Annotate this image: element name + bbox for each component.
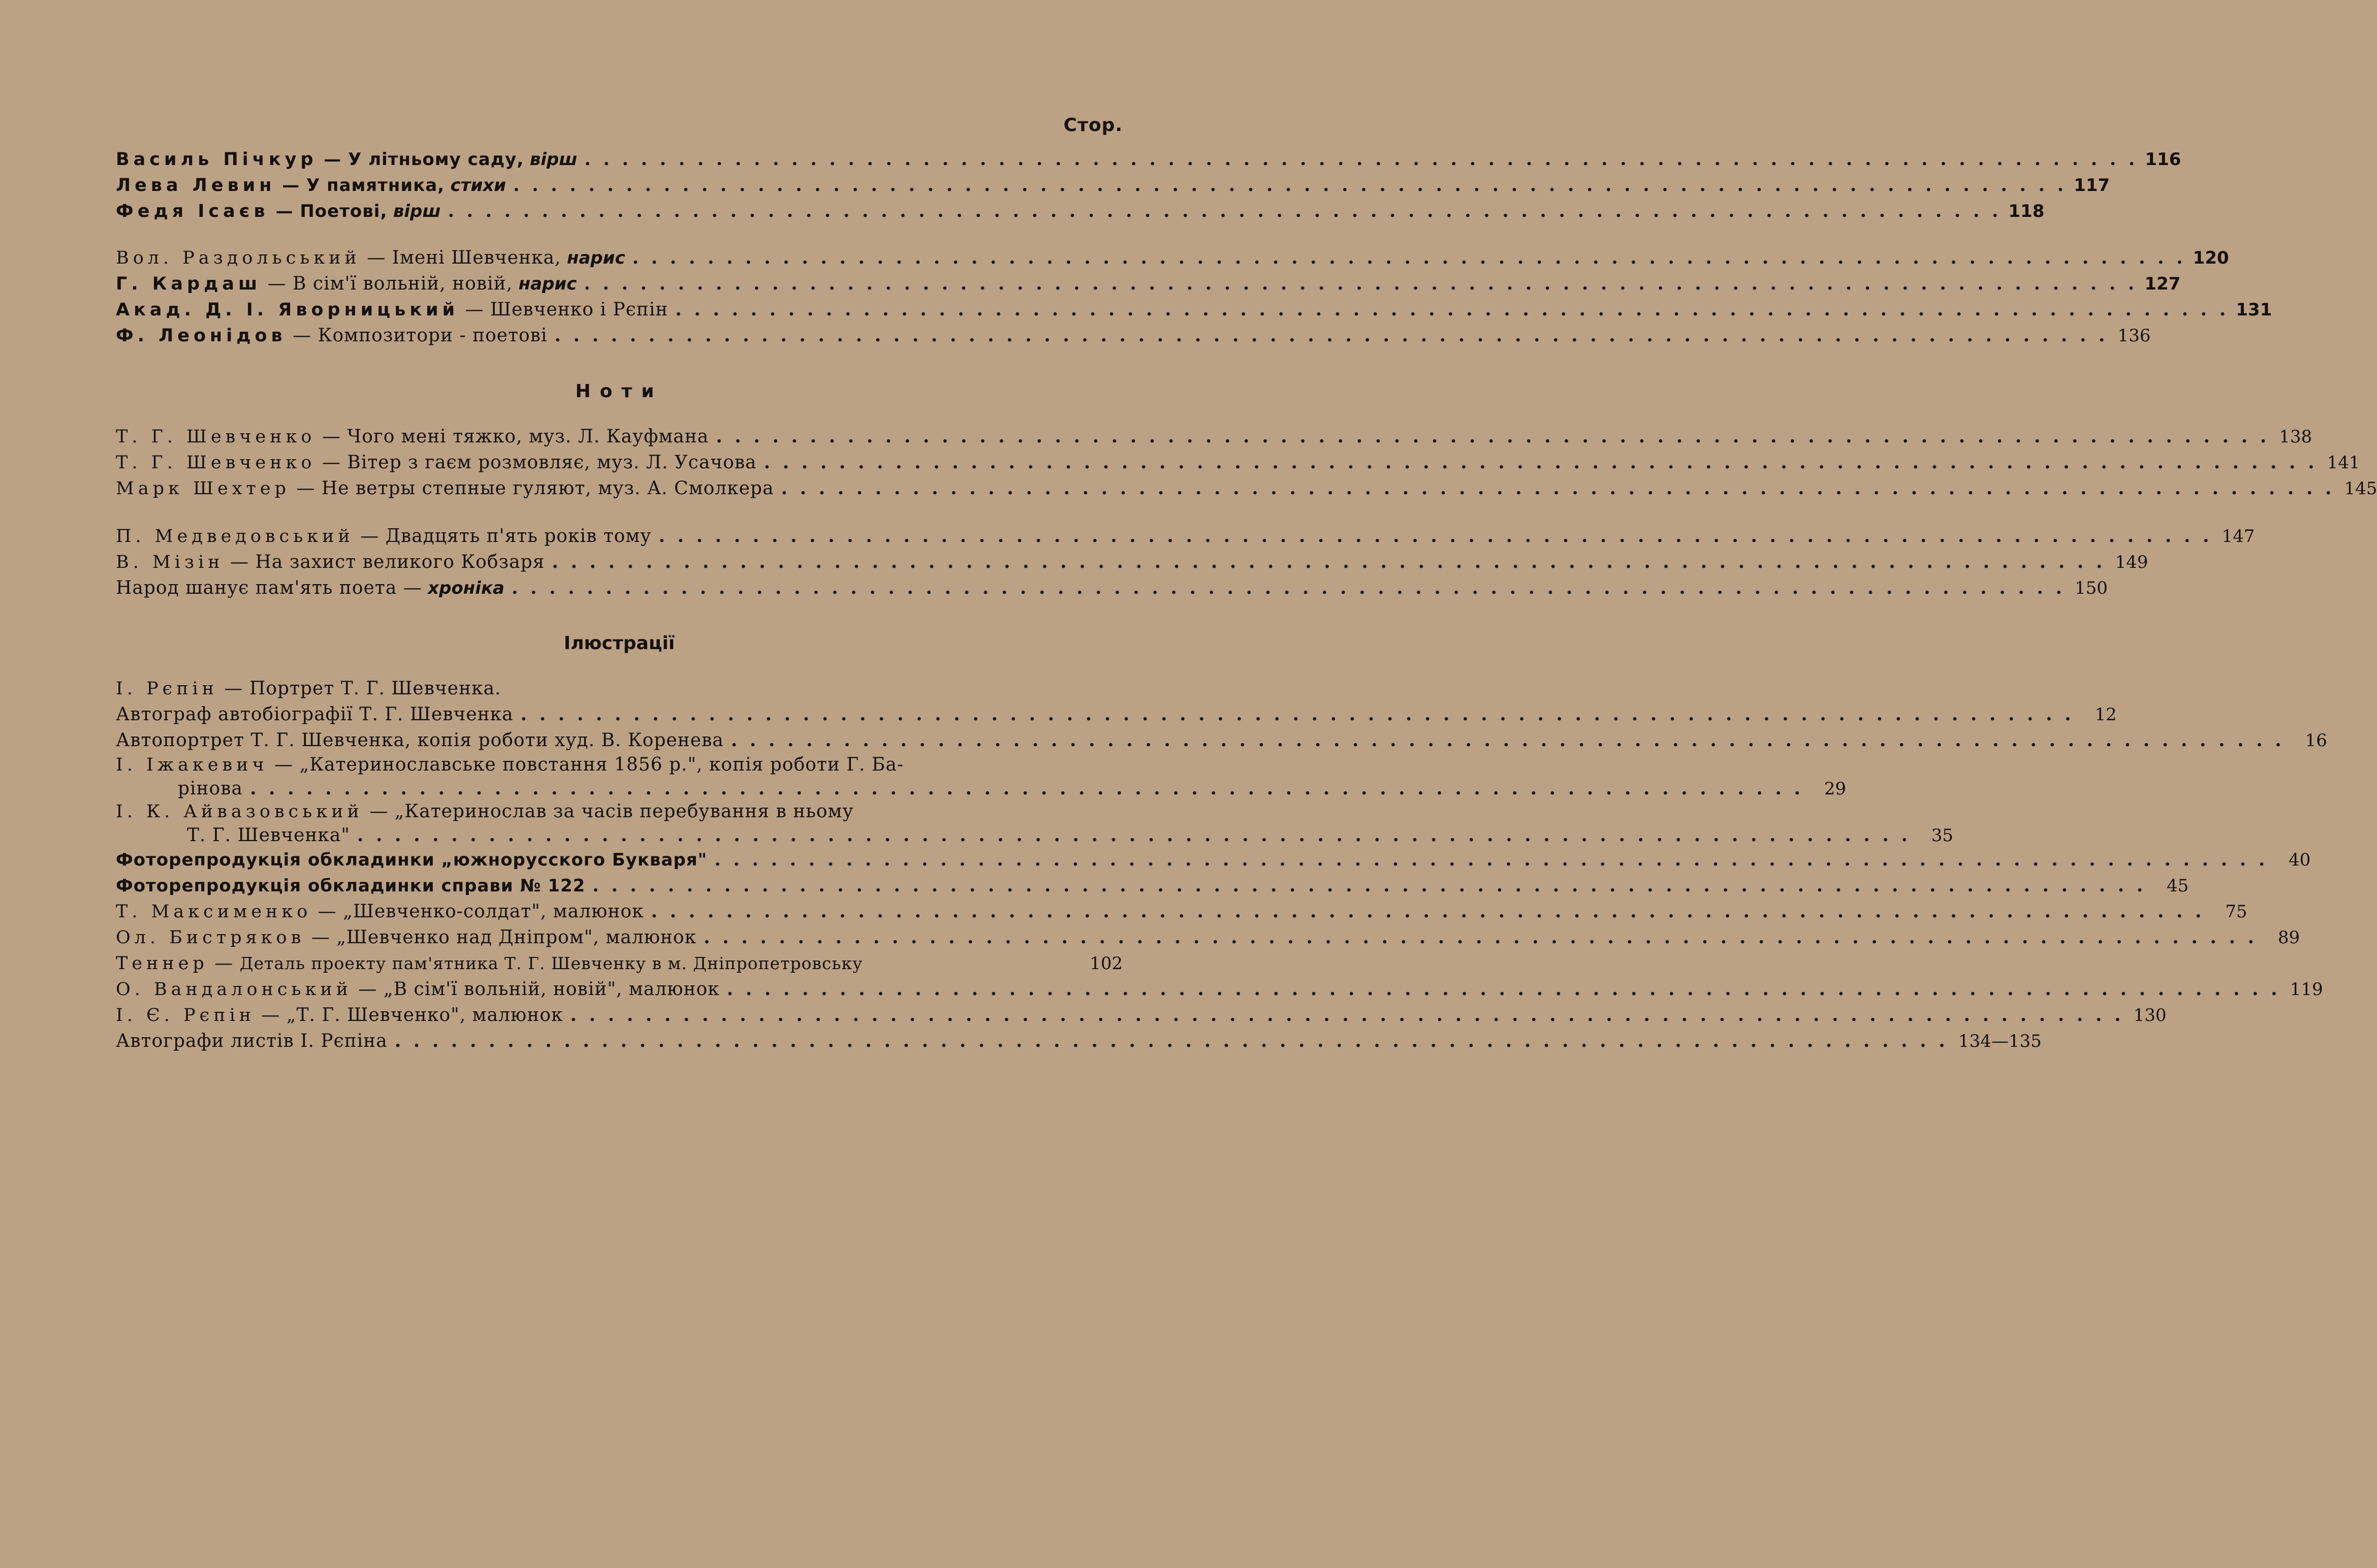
leader-dots (727, 976, 2280, 1002)
entry-title: У памятника, (306, 175, 445, 196)
entry-genre: вірш (529, 149, 578, 170)
leader-dots (714, 847, 2268, 873)
entry-genre: стихи (450, 175, 506, 196)
entry-genre: нарис (566, 248, 625, 268)
entry-page: 134—135 (1958, 1031, 2042, 1051)
entry-title: Шевченко і Рєпін (490, 299, 669, 320)
entry-title: „Шевченко над Дніпром", малюнок (336, 927, 697, 948)
leader-dots (521, 701, 2074, 727)
entry-title: В сім'ї вольній, новій, (293, 273, 513, 294)
entry-title: Автографи листів І. Рєпіна (116, 1031, 388, 1051)
leader-dots (513, 172, 2067, 198)
toc-entry[interactable]: І. Рєпін — Портрет Т. Г. Шевченка. (116, 676, 1123, 701)
entry-page: 136 (2117, 326, 2151, 346)
toc-entry[interactable]: Т. Г. Шевченко — Чого мені тяжко, муз. Л. Кауфмана . . . 138 (116, 424, 1123, 450)
toc-entry[interactable]: В. Мізін — На захист великого Кобзаря . . . 149 (116, 549, 1123, 575)
leader-dots (731, 727, 2285, 753)
entry-page: 119 (2290, 979, 2323, 1000)
contents-group-poems (116, 146, 2181, 224)
entry-genre: хроніка (428, 578, 504, 598)
entry-page: 145 (2344, 478, 2377, 499)
entry-page: 35 (1931, 825, 1953, 846)
leader-dots (571, 1002, 2124, 1028)
toc-entry[interactable]: О. Вандалонський — „В сім'ї вольній, новій", малюнок . . . 119 (116, 976, 1123, 1002)
leader-dots (704, 924, 2257, 950)
entry-author: Марк Шехтер (116, 478, 290, 499)
entry-author: Ол. Бистряков (116, 927, 305, 948)
entry-page: 117 (2074, 175, 2110, 196)
entry-page: 12 (2095, 705, 2117, 725)
entry-author: І. Є. Рєпін (116, 1005, 256, 1026)
toc-entry[interactable] (116, 847, 2311, 873)
leader-dots (512, 575, 2065, 601)
entry-title: „Т. Г. Шевченко", малюнок (287, 1005, 563, 1026)
entry-title: Портрет Т. Г. Шевченка. (249, 678, 501, 699)
page-column-header: Стор. (1063, 115, 1123, 136)
entry-page: 89 (2277, 927, 2300, 948)
entry-page: 141 (2327, 453, 2360, 473)
entry-page: 40 (2288, 850, 2311, 870)
entry-author: Теннер (116, 953, 208, 974)
leader-dots (584, 271, 2137, 297)
entry-title: Чого мені тяжко, муз. Л. Кауфмана (347, 426, 709, 447)
section-heading-notes: Ноти (575, 381, 663, 402)
entry-title: Двадцять п'ять років тому (385, 526, 652, 547)
leader-dots (675, 297, 2229, 323)
entry-page: 120 (2193, 248, 2229, 268)
toc-entry[interactable]: Теннер — Деталь проекту пам'ятника Т. Г. Шевченку в м. Дніпропетровську 102 (116, 950, 1123, 976)
entry-title: Поетові, (300, 201, 388, 221)
entry-page: 131 (2236, 300, 2272, 320)
toc-entry[interactable]: І. К. Айвазовський — „Катеринослав за часів перебування в ньому Т. Г. Шевченка" . . . 35 (116, 800, 1123, 847)
section-heading-illustrations: Ілюстрації (563, 633, 675, 654)
toc-entry[interactable]: Ол. Бистряков — „Шевченко над Дніпром", малюнок . . . 89 (116, 924, 1123, 950)
entry-page: 150 (2075, 578, 2108, 598)
entry-title: „Катеринославське повстання 1856 р.", копія роботи Г. Ба- (299, 754, 904, 775)
contents-group-illustrations (116, 676, 2327, 1054)
leader-dots (552, 549, 2105, 575)
entry-title: Композитори - поетові (318, 325, 548, 346)
entry-title: Автограф автобіографії Т. Г. Шевченка (116, 704, 514, 725)
toc-entry[interactable]: Василь Пічкур — У літньому саду, вірш . . . 116 (116, 146, 1123, 172)
entry-title-continuation: Т. Г. Шевченка" (187, 825, 350, 846)
entry-author: І. К. Айвазовський (116, 802, 363, 822)
entry-author: Т. Г. Шевченко (116, 427, 316, 447)
leader-dots (357, 823, 1911, 847)
entry-author: В. Мізін (116, 552, 224, 572)
entry-title: Вітер з гаєм розмовляє, муз. Л. Усачова (347, 452, 757, 473)
entry-page: 147 (2222, 526, 2255, 547)
toc-entry[interactable] (116, 727, 2327, 753)
leader-dots (658, 523, 2212, 549)
leader-dots (592, 873, 2146, 899)
toc-entry[interactable] (116, 873, 2189, 899)
entry-author: Василь Пічкур (116, 149, 318, 170)
toc-entry[interactable]: Лева Левин — У памятника, стихи . . . 117 (116, 172, 1123, 198)
entry-title: Народ шанує пам'ять поета — (116, 578, 422, 598)
entry-page: 45 (2167, 876, 2189, 896)
leader-dots (632, 245, 2186, 271)
entry-genre: нарис (518, 274, 577, 294)
contents-group-music (116, 424, 2377, 501)
toc-entry[interactable] (116, 701, 2117, 727)
entry-genre: вірш (393, 201, 441, 221)
leader-dots (250, 777, 1803, 800)
entry-title: „Катеринослав за часів перебування в ньому (394, 801, 854, 822)
entry-page: 138 (2279, 427, 2312, 447)
entry-author: Т. Максименко (116, 902, 312, 922)
entry-author: Федя Ісаєв (116, 201, 269, 221)
contents-group-articles (116, 523, 2255, 601)
leader-dots (584, 146, 2138, 172)
leader-dots (554, 323, 2108, 348)
entry-author: І. Рєпін (116, 679, 218, 699)
entry-author: І. Іжакевич (116, 755, 268, 775)
entry-author: Лева Левин (116, 175, 276, 196)
entry-title: Деталь проекту пам'ятника Т. Г. Шевченку в м. Дніпропетровську (239, 953, 863, 973)
entry-page: 29 (1824, 779, 1846, 799)
contents-group-essays (116, 245, 2272, 348)
leader-dots (764, 450, 2318, 475)
leader-dots (716, 424, 2269, 450)
entry-title-continuation: рінова (178, 778, 243, 799)
toc-entry[interactable] (116, 575, 2108, 601)
entry-page: 116 (2145, 149, 2181, 170)
entry-title: Фоторепродукція обкладинки справи № 122 (116, 876, 586, 896)
entry-author: Т. Г. Шевченко (116, 453, 316, 473)
toc-entry[interactable]: Акад. Д. І. Яворницький — Шевченко і Рєпін . . . 131 (116, 297, 1123, 323)
toc-entry[interactable]: П. Медведовський — Двадцять п'ять років тому . . . 147 (116, 523, 1123, 549)
toc-entry[interactable]: Марк Шехтер — Не ветры степные гуляют, муз. А. Смолкера . . . 145 (116, 475, 1123, 501)
entry-author: П. Медведовський (116, 526, 354, 547)
entry-page: 118 (2008, 201, 2045, 221)
entry-page: 127 (2144, 274, 2181, 294)
entry-page: 149 (2115, 552, 2148, 572)
toc-entry[interactable] (116, 1028, 2042, 1054)
toc-entry[interactable]: Т. Г. Шевченко — Вітер з гаєм розмовляє, муз. Л. Усачова . . . 141 (116, 450, 1123, 475)
entry-page: 130 (2133, 1005, 2167, 1026)
entry-page: 16 (2305, 730, 2327, 751)
toc-entry[interactable]: Т. Максименко — „Шевченко-солдат", малюнок . . . 75 (116, 899, 1123, 924)
toc-entry[interactable]: І. Є. Рєпін — „Т. Г. Шевченко", малюнок . . . 130 (116, 1002, 1123, 1028)
toc-entry[interactable]: Ф. Леонідов — Композитори - поетові . . . 136 (116, 323, 1123, 348)
entry-author: Акад. Д. І. Яворницький (116, 300, 459, 320)
leader-dots (781, 475, 2334, 501)
entry-author: О. Вандалонський (116, 979, 353, 1000)
leader-dots (448, 198, 2001, 224)
entry-page: 102 (1090, 953, 1123, 974)
entry-title: Фоторепродукція обкладинки „южнорусского Букваря" (116, 850, 708, 870)
toc-entry[interactable]: Г. Кардаш — В сім'ї вольній, новій, нарис . . . 127 (116, 271, 1123, 297)
entry-title: Не ветры степные гуляют, муз. А. Смолкера (321, 478, 774, 499)
leader-dots (395, 1028, 1948, 1054)
entry-title: Автопортрет Т. Г. Шевченка, копія роботи худ. В. Коренева (116, 730, 724, 751)
toc-entry[interactable]: Федя Ісаєв — Поетові, вірш . . . 118 (116, 198, 1123, 224)
entry-title: У літньому саду, (348, 149, 524, 170)
leader-dots (651, 899, 2205, 924)
toc-entry[interactable]: І. Іжакевич — „Катеринославське повстання 1856 р.", копія роботи Г. Ба- рінова . . . 29 (116, 753, 1123, 800)
entry-title: Імені Шевченка, (392, 247, 561, 268)
entry-author: Ф. Леонідов (116, 326, 287, 346)
toc-entry[interactable]: Вол. Раздольський — Імені Шевченка, нарис . . . 120 (116, 245, 1123, 271)
entry-title: „В сім'ї вольній, новій", малюнок (384, 979, 720, 1000)
entry-page: 75 (2225, 902, 2247, 922)
entry-author: Г. Кардаш (116, 274, 262, 294)
entry-author: Вол. Раздольський (116, 248, 361, 268)
entry-title: На захист великого Кобзаря (255, 552, 545, 572)
entry-title: „Шевченко-солдат", малюнок (343, 901, 644, 922)
